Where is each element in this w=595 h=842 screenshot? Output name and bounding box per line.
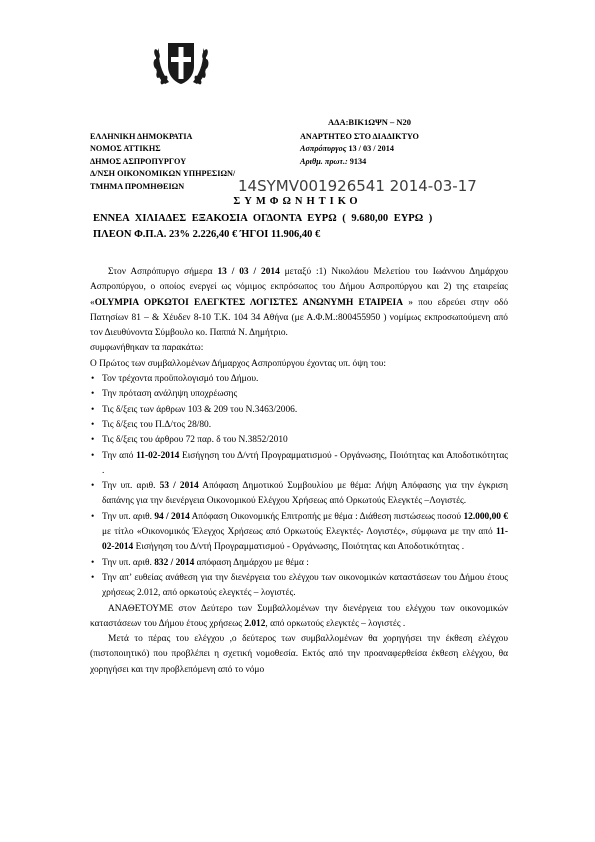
list-item [90, 403, 508, 418]
item-text: Την υπ. αριθ. [102, 557, 155, 568]
issuer-block [90, 131, 235, 193]
list-item [90, 418, 508, 433]
posting-label: ΑΝΑΡΤΗΤΕΟ ΣΤΟ ΔΙΑΔΙΚΤΥΟ [300, 132, 419, 141]
agreed-line: συμφωνήθηκαν τα παρακάτω: [90, 343, 204, 354]
item-text: Την απ’ ευθείας ανάθεση για την διενέργεια του ελέγχου των οικονομικών καταστάσεων του Δήμου έτους χρήσεως 2.012, από ορκωτούς ελεγκτές – λογιστές. [102, 572, 508, 599]
item-text: Απόφαση Οικονομικής Επιτροπής με θέμα : Διάθεση πιστώσεως ποσού [189, 511, 464, 522]
item-text: Την υπ. αριθ. [102, 511, 155, 522]
decision-number: 53 / 2014 [159, 481, 199, 492]
bullet-icon: • [91, 435, 95, 446]
decision-number: 94 / 2014 [154, 511, 190, 522]
credit-amount: 12.000,00 € [463, 511, 509, 522]
list-item [90, 387, 508, 402]
protocol-number [300, 156, 419, 168]
bullet-icon: • [91, 511, 95, 522]
place-date-value: 13 / 03 / 2014 [348, 144, 394, 154]
document-title: ΣΥΜΦΩΝΗΤΙΚΟ [233, 196, 362, 207]
amount-in-words: ΕΝΝΕΑ ΧΙΛΙΑΔΕΣ ΕΞΑΚΟΣΙΑ ΟΓΔΟΝΤΑ ΕΥΡΩ ( 9.680,00 ΕΥΡΩ ) [93, 213, 433, 224]
bullet-icon: • [91, 450, 95, 461]
bullet-icon: • [91, 481, 95, 492]
bullet-icon: • [91, 374, 95, 385]
assign-text: ΑΝΑΘΕΤΟΥΜΕ στον Δεύτερο των Συμβαλλομένων την διενέργεια του ελέγχου των οικονομικών καταστάσεων του Δήμου έτους χρήσεως [90, 603, 508, 629]
intro-text: » που εδρεύει στην οδό Πατησίων 81 – & Χέυδεν 8-10 Τ.Κ. 104 34 Αθήνα (με Α.Φ.Μ.:800455950 ) νομίμως εκπροσωπούμενη από τον Διευθύνοντα Σύμβουλο κο. Παππά Ν. Δημήτριο. [90, 297, 509, 339]
bullet-icon: • [91, 404, 95, 415]
list-item [90, 449, 508, 480]
list-item [90, 479, 508, 510]
item-text: Την πρόταση ανάληψη υποχρέωσης [102, 389, 238, 400]
protocol-value: 9134 [349, 156, 367, 166]
bullet-icon: • [91, 419, 95, 430]
issuer-line: ΔΗΜΟΣ ΑΣΠΡΟΠΥΡΓΟΥ [90, 156, 187, 166]
item-text: Την από [102, 450, 137, 461]
intro-text: Στον Ασπρόπυργο σήμερα [108, 267, 218, 277]
list-item [90, 571, 508, 602]
place-date-label: Ασπρόπυργος [300, 144, 347, 154]
issuer-line: ΤΜΗΜΑ ΠΡΟΜΗΘΕΙΩΝ [90, 181, 185, 191]
intro-date: 13 / 03 / 2014 [217, 267, 280, 277]
amount-with-vat: ΠΛΕΟΝ Φ.Π.Α. 23% 2.226,40 € ΉΓΟΙ 11.906,40 € [93, 229, 321, 240]
item-text: Τις δ/ξεις του άρθρου 72 παρ. δ του Ν.3852/2010 [102, 435, 288, 446]
after-audit-paragraph: Μετά το πέρας του ελέγχου ,ο δεύτερος των συμβαλλομένων θα χορηγήσει την έκθεση ελέγχου (πιστοποιητικό) που προβλέπει η σχετική νομοθεσία. Εκτός από την προαναφερθείσα έκθεση ελέγχου, θα χορηγήσει και την προβλεπόμενη από το νόμο [90, 634, 508, 675]
bullet-icon: • [91, 389, 95, 400]
registry-stamp: 14SYMV001926541 2014-03-17 [238, 177, 477, 195]
assignment-paragraph [90, 602, 508, 633]
item-date: 11-02-2014 [102, 527, 508, 553]
greek-coat-of-arms-icon [151, 38, 211, 90]
company-name: OLYMPIA ΟΡΚΩΤΟΙ ΕΛΕΓΚΤΕΣ ΛΟΓΙΣΤΕΣ ΑΝΩΝΥΜΗ ΕΤΑΙΡΕΙΑ [94, 297, 403, 308]
bullet-icon: • [91, 557, 95, 568]
intro-paragraph [90, 265, 508, 341]
document-meta [300, 131, 419, 168]
item-text: Εισήγηση του Δ/ντή Προγραμματισμού - Οργάνωσης, Ποιότητας και Αποδοτικότητας . [102, 450, 508, 476]
list-item [90, 433, 508, 448]
assign-text: , από ορκωτούς ελεγκτές – λογιστές . [265, 618, 406, 629]
protocol-label: Αριθμ. πρωτ.: [300, 156, 348, 166]
intro-text: μεταξύ :1) Νικολάου Μελετίου του Ιωάννου Δημάρχου Ασπροπύργου, ο οποίος ενεργεί ως νόμιμος εκπρόσωπος του Δήμου Ασπροπύργου και 2) της εταιρείας « [90, 267, 508, 308]
list-item [90, 510, 508, 556]
item-text: απόφαση Δημάρχου με θέμα : [194, 557, 309, 568]
considerations-list [90, 372, 508, 601]
item-text: Την υπ. αριθ. [102, 481, 160, 492]
item-text: Τον τρέχοντα προϋπολογισμό του Δήμου. [102, 374, 259, 385]
contract-body [90, 265, 508, 678]
issuer-line: ΕΛΛΗΝΙΚΗ ΔΗΜΟΚΡΑΤΙΑ [90, 132, 193, 141]
item-text: Τις δ/ξεις του Π.Δ/τος 28/80. [102, 419, 212, 430]
place-date [300, 143, 419, 155]
list-item [90, 556, 508, 571]
item-text: Εισήγηση του Δ/ντή Προγραμματισμού - Οργάνωσης, Ποιότητας και Αποδοτικότητας . [133, 542, 465, 553]
bullet-icon: • [91, 572, 95, 583]
item-text: Απόφαση Δημοτικού Συμβουλίου με θέμα: Λήψη Απόφασης για την έγκριση δαπάνης για την διενέργεια Οικονομικού Ελέγχου Χρήσεως από Ορκωτούς Ελεγκτές –Λογιστές. [102, 481, 508, 507]
item-date: 11-02-2014 [136, 450, 180, 461]
ada-code: ΑΔΑ:ΒΙΚ1ΩΨΝ – Ν20 [328, 117, 411, 127]
issuer-line: Δ/ΝΣΗ ΟΙΚΟΝΟΜΙΚΩΝ ΥΠΗΡΕΣΙΩΝ/ [90, 169, 236, 179]
fiscal-year: 2.012 [244, 618, 266, 629]
issuer-line: ΝΟΜΟΣ ΑΤΤΙΚΗΣ [90, 144, 161, 154]
first-party-line: Ο Πρώτος των συμβαλλομένων Δήμαρχος Ασπροπύργου έχοντας υπ. όψη του: [90, 358, 387, 369]
item-text: με τίτλο «Οικονομικός Έλεγχος Χρήσεως από Ορκωτούς Ελεγκτές- Λογιστές», σύμφωνα με την από [102, 527, 497, 538]
decision-number: 832 / 2014 [154, 557, 195, 568]
item-text: Τις δ/ξεις των άρθρων 103 & 209 του Ν.3463/2006. [102, 404, 298, 415]
list-item [90, 372, 508, 387]
